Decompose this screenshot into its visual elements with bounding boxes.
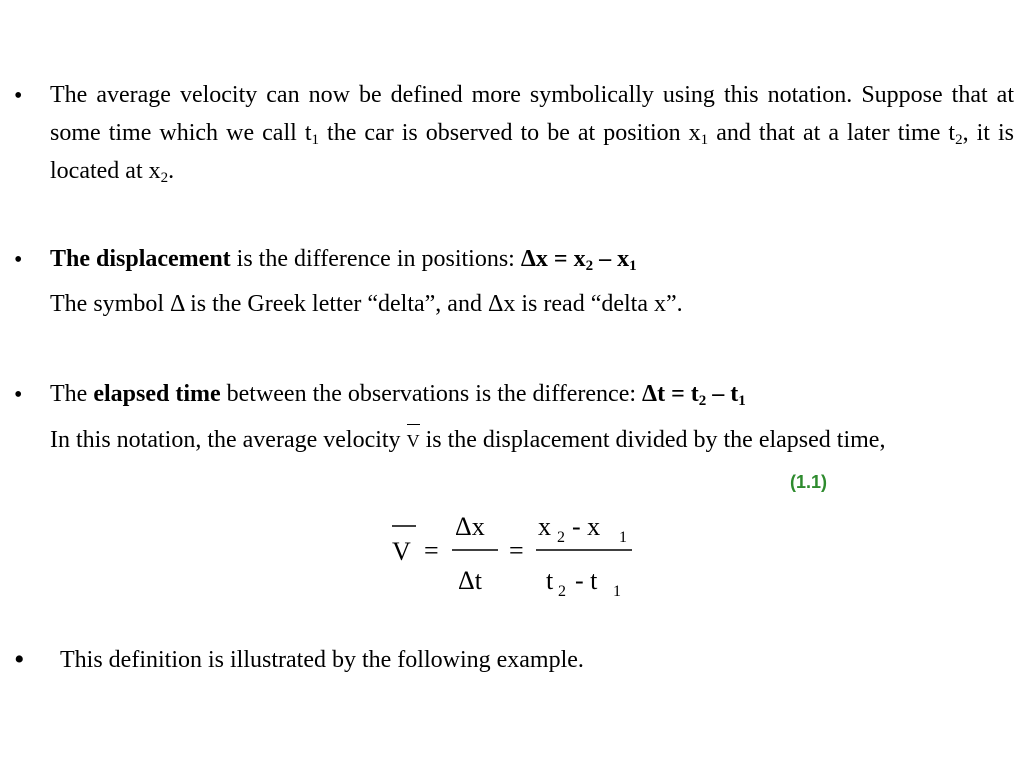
displacement-equation: $\Delta x = x_2 - x_1$ xyxy=(520,246,637,274)
paragraph-displacement: The displacement is the difference in positions: $\Delta x = x_2 - x_1$ xyxy=(50,246,637,274)
denominator-t2: t xyxy=(546,566,554,595)
equation-number: (1.1) xyxy=(790,472,828,492)
velocity-symbol: V xyxy=(407,422,420,460)
equals-sign: = xyxy=(424,536,439,565)
numerator-delta-x: Δx xyxy=(455,512,485,541)
equals-sign: = xyxy=(509,536,524,565)
bullet-marker: • xyxy=(14,643,25,676)
bullet-marker: • xyxy=(14,382,23,408)
denominator-minus-t: - t xyxy=(575,566,598,595)
bullet-marker: • xyxy=(14,247,23,273)
lhs-symbol: V xyxy=(392,537,411,566)
numerator-minus-x: - x xyxy=(572,512,601,541)
paragraph-elapsed-time: The elapsed time between the observations is the difference: $\Delta t = t_2 - t_1$ xyxy=(50,381,746,409)
paragraph-average-velocity-definition: In this notation, the average velocity V is the displacement divided by the elapsed time, xyxy=(50,421,1014,460)
bullet-marker: • xyxy=(14,83,23,109)
numerator-x2: x xyxy=(538,512,551,541)
denominator-delta-t: Δt xyxy=(458,566,482,595)
paragraph-average-velocity: The average velocity can now be defined more symbolically using this notation. Suppose that at some time which we call $t_1$ the car is observed to be at position $x_1$ and that at a later time $t_2$, it is located at $x_2$. xyxy=(50,82,1015,186)
average-velocity-formula xyxy=(388,508,638,608)
subscript: 1 xyxy=(613,583,621,600)
subscript: 2 xyxy=(558,583,566,600)
subscript: 2 xyxy=(557,529,565,546)
subscript: 1 xyxy=(619,529,627,546)
elapsed-time-equation: $\Delta t = t_2 - t_1$ xyxy=(642,381,746,409)
paragraph-example: This definition is illustrated by the following example. xyxy=(60,647,584,673)
delta-note: The symbol Δ is the Greek letter “delta”, and Δx is read “delta x”. xyxy=(50,291,683,317)
